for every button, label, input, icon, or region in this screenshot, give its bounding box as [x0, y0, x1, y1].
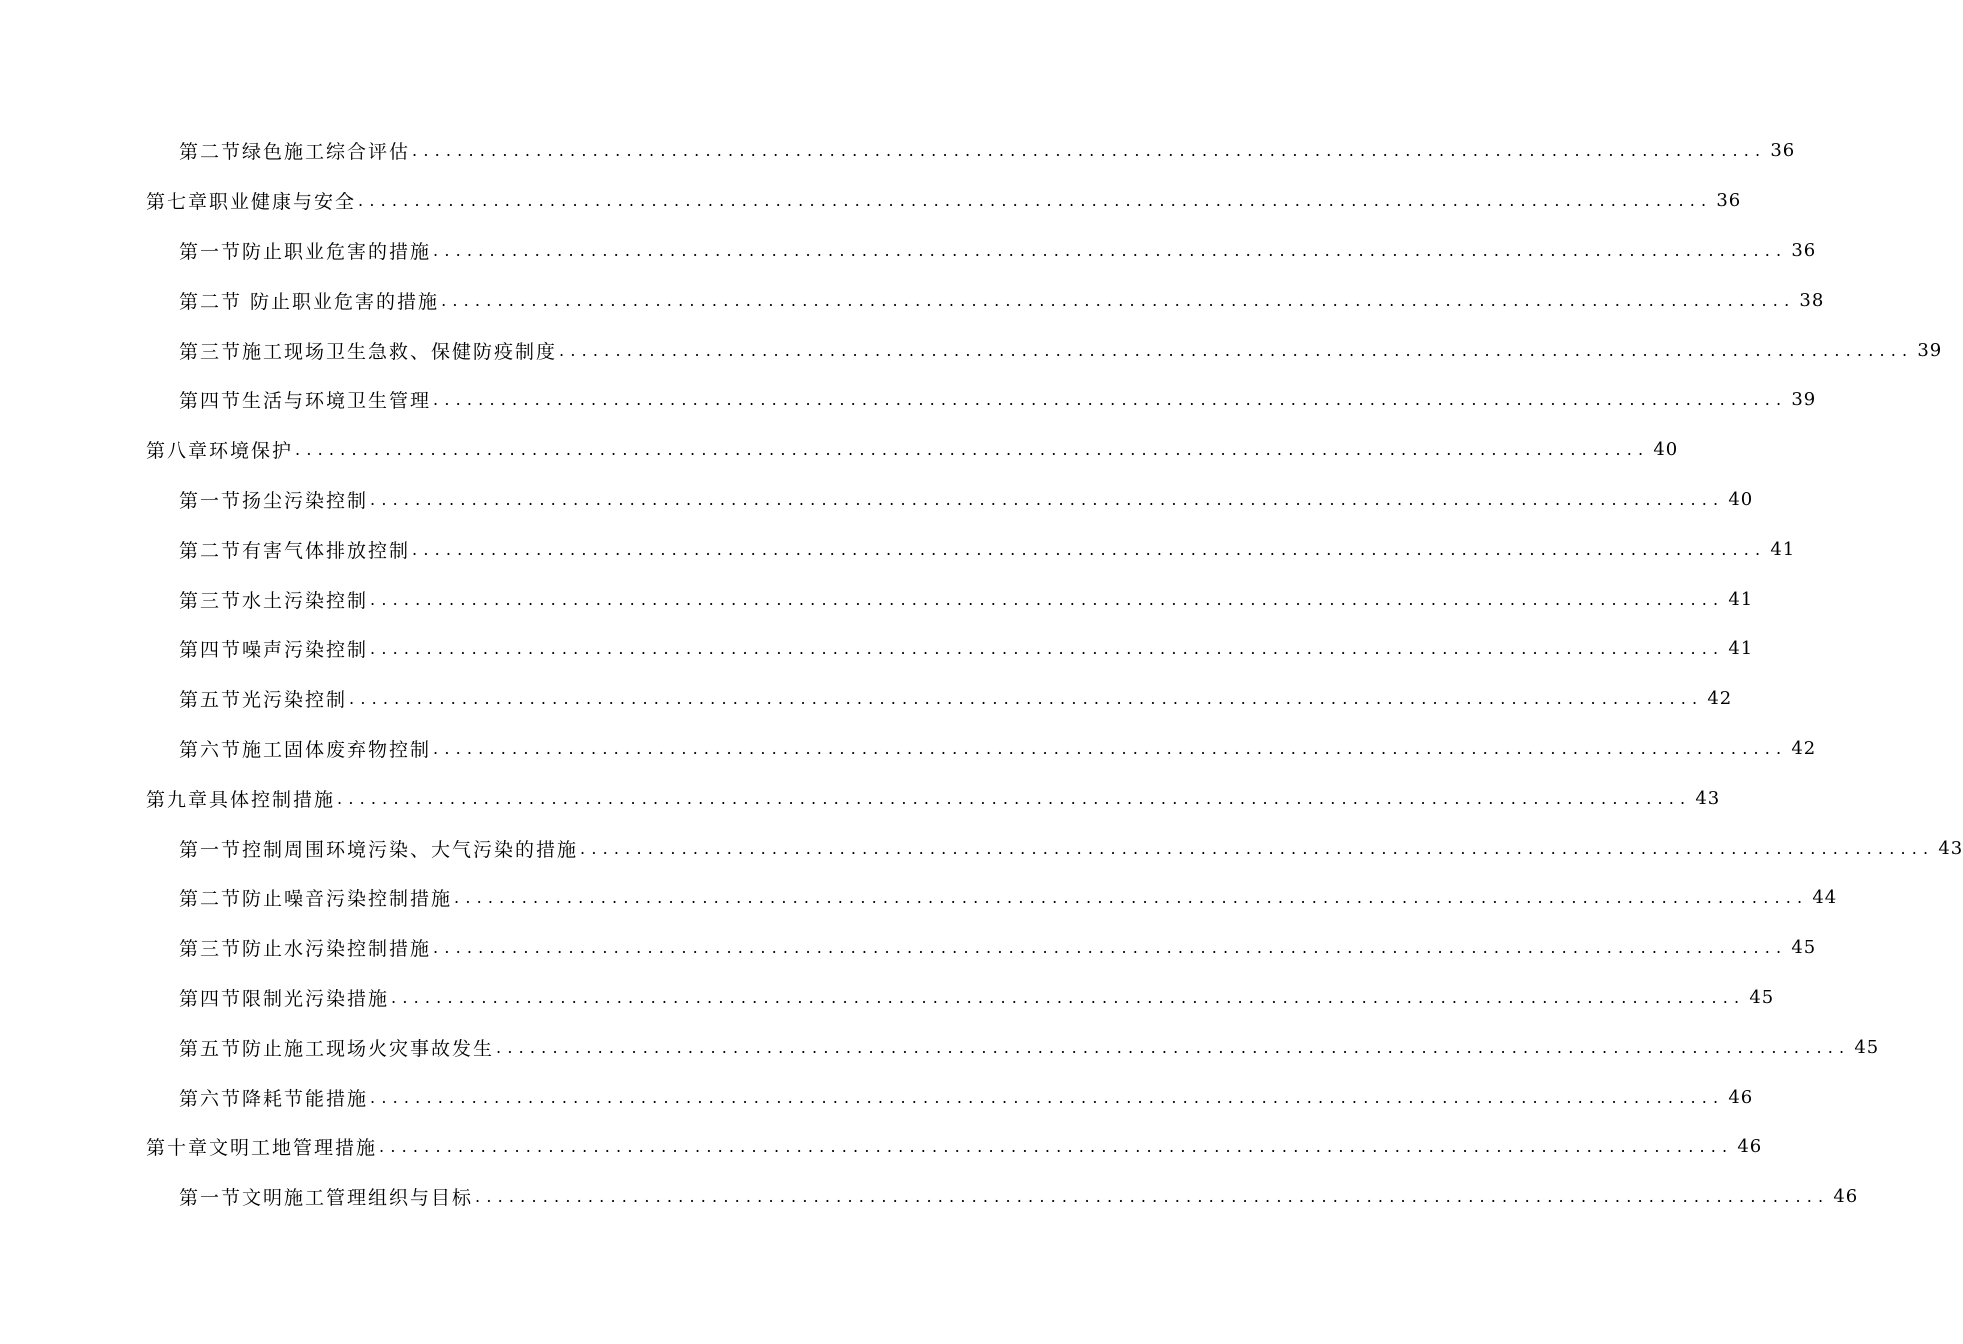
dot-leader: ........................................................................................................................ [295, 440, 1650, 460]
entry-title: 扬尘污染控制 [242, 489, 369, 512]
entry-page: 42 [1791, 737, 1817, 759]
entry-number: 第五节 [179, 1037, 243, 1060]
dot-leader: ........................................................................................................................ [433, 938, 1788, 958]
dot-leader: ........................................................................................................................ [496, 1037, 1851, 1057]
entry-page: 41 [1728, 588, 1754, 610]
entry-title: 有害气体排放控制 [242, 539, 411, 562]
entry-number: 第一节 [179, 240, 243, 263]
entry-page: 36 [1791, 239, 1817, 261]
toc-entry[interactable] [0, 425, 1679, 475]
entry-number: 第七章 [146, 191, 210, 214]
toc-entry[interactable] [0, 325, 1943, 375]
dot-leader: ........................................................................................................................ [580, 838, 1935, 858]
entry-title: 防止职业危害的措施 [242, 290, 440, 313]
entry-page: 41 [1770, 538, 1796, 560]
entry-title: 控制周围环境污染、大气污染的措施 [242, 838, 579, 861]
dot-leader: ........................................................................................................................ [559, 340, 1914, 360]
toc-entry[interactable] [0, 176, 1742, 226]
toc-entry[interactable] [0, 923, 1817, 973]
entry-page: 42 [1707, 688, 1733, 710]
toc-entry[interactable] [0, 126, 1796, 176]
entry-title: 绿色施工综合评估 [242, 141, 411, 164]
dot-leader: ........................................................................................................................ [370, 1087, 1725, 1107]
entry-title: 职业健康与安全 [209, 191, 357, 214]
entry-page: 39 [1917, 339, 1943, 361]
entry-title: 具体控制措施 [209, 788, 336, 811]
dot-leader: ........................................................................................................................ [412, 141, 1767, 161]
entry-title: 生活与环境卫生管理 [242, 390, 432, 413]
entry-title: 文明施工管理组织与目标 [242, 1187, 474, 1210]
toc-entry[interactable] [0, 226, 1817, 276]
entry-page: 45 [1791, 937, 1817, 959]
dot-leader: ........................................................................................................................ [349, 689, 1704, 709]
entry-number: 第二节 [179, 141, 243, 164]
entry-number: 第六节 [179, 738, 243, 761]
dot-leader: ........................................................................................................................ [412, 539, 1767, 559]
entry-number: 第八章 [146, 440, 210, 463]
entry-number: 第十章 [146, 1137, 210, 1160]
dot-leader: ........................................................................................................................ [370, 489, 1725, 509]
entry-title: 光污染控制 [242, 689, 348, 712]
entry-number: 第二节 [179, 888, 243, 911]
dot-leader: ........................................................................................................................ [337, 788, 1692, 808]
toc-entry[interactable] [0, 475, 1754, 525]
dot-leader: ........................................................................................................................ [433, 738, 1788, 758]
toc-entry[interactable] [0, 375, 1817, 425]
dot-leader: ........................................................................................................................ [433, 390, 1788, 410]
entry-title: 施工固体废弃物控制 [242, 738, 432, 761]
entry-number: 第五节 [179, 689, 243, 712]
entry-page: 46 [1737, 1136, 1763, 1158]
entry-page: 40 [1728, 488, 1754, 510]
entry-number: 第四节 [179, 639, 243, 662]
entry-page: 36 [1716, 190, 1742, 212]
toc-entry[interactable] [0, 275, 1825, 325]
entry-number: 第三节 [179, 938, 243, 961]
entry-number: 第一节 [179, 1187, 243, 1210]
entry-title: 水土污染控制 [242, 589, 369, 612]
dot-leader: ........................................................................................................................ [475, 1187, 1830, 1207]
entry-number: 第一节 [179, 489, 243, 512]
dot-leader: ........................................................................................................................ [391, 987, 1746, 1007]
entry-page: 44 [1812, 887, 1838, 909]
entry-title: 防止职业危害的措施 [242, 240, 432, 263]
toc-entry[interactable] [0, 773, 1721, 823]
entry-title: 限制光污染措施 [242, 987, 390, 1010]
dot-leader: ........................................................................................................................ [358, 191, 1713, 211]
toc-entry[interactable] [0, 624, 1754, 674]
entry-number: 第四节 [179, 987, 243, 1010]
entry-number: 第四节 [179, 390, 243, 413]
entry-number: 第九章 [146, 788, 210, 811]
toc-entry[interactable] [0, 973, 1775, 1023]
toc-entry[interactable] [0, 1122, 1763, 1172]
entry-title: 噪声污染控制 [242, 639, 369, 662]
entry-page: 38 [1799, 289, 1825, 311]
entry-page: 46 [1833, 1186, 1859, 1208]
entry-number: 第三节 [179, 589, 243, 612]
entry-page: 40 [1653, 439, 1679, 461]
entry-page: 46 [1728, 1086, 1754, 1108]
entry-title: 防止噪音污染控制措施 [242, 888, 453, 911]
toc-entry[interactable] [0, 1022, 1880, 1072]
entry-number: 第二节 [179, 539, 243, 562]
entry-title: 文明工地管理措施 [209, 1137, 378, 1160]
toc-entry[interactable] [0, 724, 1817, 774]
entry-page: 36 [1770, 140, 1796, 162]
toc-entry[interactable] [0, 823, 1963, 873]
dot-leader: ........................................................................................................................ [370, 589, 1725, 609]
dot-leader: ........................................................................................................................ [441, 290, 1796, 310]
entry-page: 39 [1791, 389, 1817, 411]
dot-leader: ........................................................................................................................ [370, 639, 1725, 659]
entry-number: 第三节 [179, 340, 243, 363]
dot-leader: ........................................................................................................................ [454, 888, 1809, 908]
toc-entry[interactable] [0, 1072, 1754, 1122]
entry-number: 第一节 [179, 838, 243, 861]
entry-title: 防止水污染控制措施 [242, 938, 432, 961]
dot-leader: ........................................................................................................................ [379, 1137, 1734, 1157]
dot-leader: ........................................................................................................................ [433, 240, 1788, 260]
entry-page: 45 [1749, 986, 1775, 1008]
entry-number: 第二节 [179, 290, 243, 313]
toc-entry[interactable] [0, 574, 1754, 624]
entry-title: 施工现场卫生急救、保健防疫制度 [242, 340, 558, 363]
entry-page: 45 [1854, 1036, 1880, 1058]
entry-title: 环境保护 [209, 440, 294, 463]
toc-entry[interactable] [0, 524, 1796, 574]
toc-entry[interactable] [0, 1172, 1859, 1222]
toc-entry[interactable] [0, 873, 1838, 923]
entry-page: 41 [1728, 638, 1754, 660]
entry-title: 防止施工现场火灾事故发生 [242, 1037, 495, 1060]
entry-page: 43 [1695, 787, 1721, 809]
entry-page: 43 [1938, 837, 1963, 859]
toc-entry[interactable] [0, 674, 1733, 724]
entry-number: 第六节 [179, 1087, 243, 1110]
table-of-contents [0, 126, 1963, 1222]
entry-title: 降耗节能措施 [242, 1087, 369, 1110]
